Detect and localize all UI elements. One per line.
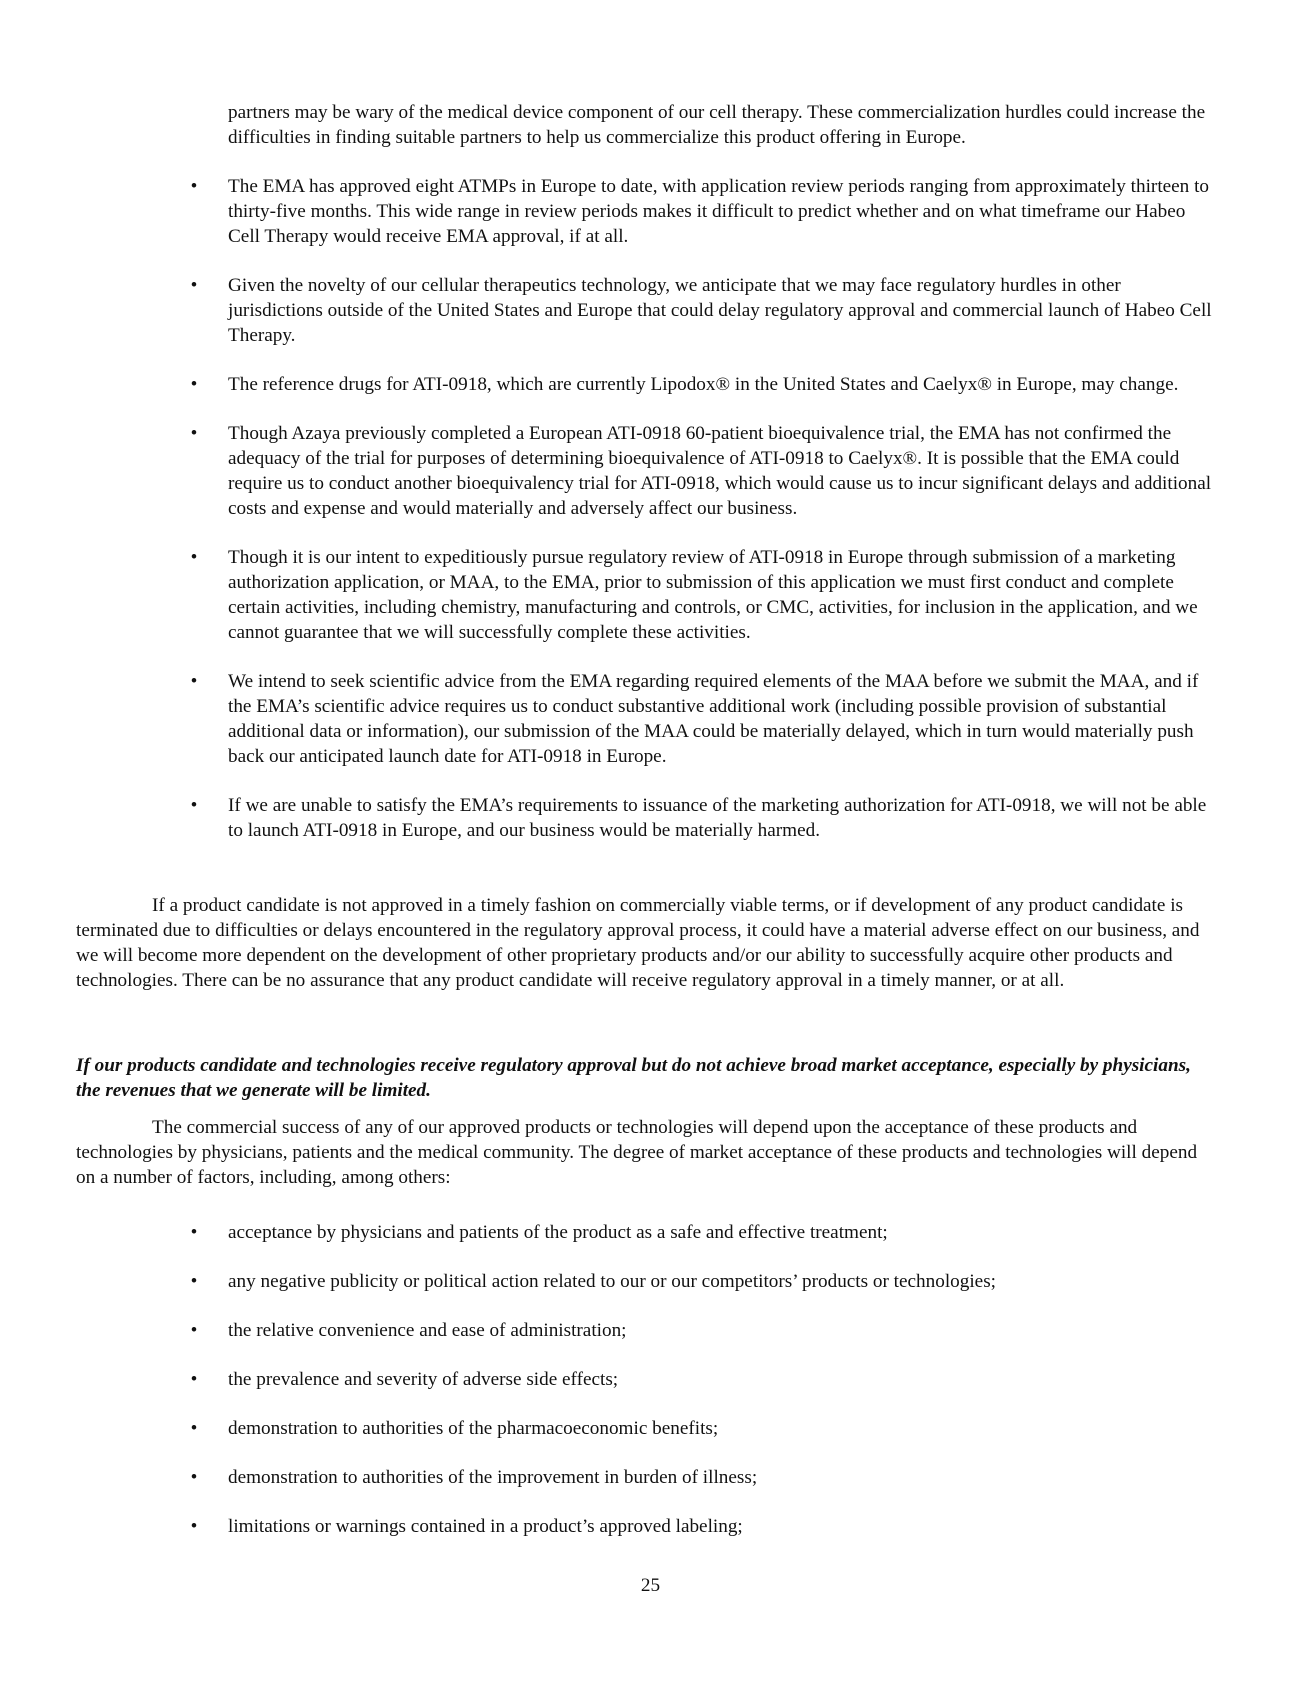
list-item (0, 1416, 1218, 1441)
bullet-icon: • (190, 671, 198, 692)
list-item (0, 1514, 1218, 1539)
list-item-text: We intend to seek scientific advice from the EMA regarding required elements of the MAA before we submit the MAA, and if the EMA’s scientific advice requires us to conduct substantive additional work (including possible provision of substantial additional data or information), our submission of the MAA could be materially delayed, which in turn would materially push back our anticipated launch date for ATI-0918 in Europe. (228, 671, 1199, 767)
continuation-text: partners may be wary of the medical device component of our cell therapy. These commercialization hurdles could increase the difficulties in finding suitable partners to help us commercialize this product offering in Europe. (228, 102, 1206, 148)
list-item-text: If we are unable to satisfy the EMA’s requirements to issuance of the marketing authorization for ATI-0918, we will not be able to launch ATI-0918 in Europe, and our business would be materially harmed. (228, 795, 1207, 841)
bullet-icon: • (190, 795, 198, 816)
list-item (0, 372, 1218, 397)
bullet-icon: • (190, 1271, 198, 1292)
risk-bullet-list (0, 174, 1301, 867)
bullet-icon: • (190, 1418, 198, 1439)
list-item (0, 1465, 1218, 1490)
list-item (0, 1220, 1218, 1245)
list-item-text: any negative publicity or political action related to our or our competitors’ products or technologies; (228, 1271, 996, 1292)
bullet-icon: • (190, 423, 198, 444)
list-item-text: demonstration to authorities of the improvement in burden of illness; (228, 1467, 758, 1488)
list-item-text: Though it is our intent to expeditiously pursue regulatory review of ATI-0918 in Europe through submission of a marketing authorization application, or MAA, to the EMA, prior to submission of this application we must first conduct and complete certain activities, including chemistry, manufacturing and controls, or CMC, activities, for inclusion in the application, and we cannot guarantee that we will successfully complete these activities. (228, 547, 1198, 643)
list-item-text: the relative convenience and ease of administration; (228, 1320, 627, 1341)
body-paragraph: The commercial success of any of our approved products or technologies will depend upon the acceptance of these products and technologies by physicians, patients and the medical community. The degree of market acceptance of these products and technologies will depend on a number of factors, including, among others: (76, 1117, 1198, 1188)
list-item (0, 273, 1218, 348)
list-item (0, 669, 1218, 769)
bullet-icon: • (190, 176, 198, 197)
list-item-text: limitations or warnings contained in a product’s approved labeling; (228, 1516, 743, 1537)
list-item (0, 1269, 1218, 1294)
page-number: 25 (640, 1575, 661, 1596)
bullet-icon: • (190, 1516, 198, 1537)
body-paragraph: If a product candidate is not approved in a timely fashion on commercially viable terms, or if development of any product candidate is terminated due to difficulties or delays encountered in the regulatory approval process, it could have a material adverse effect on our business, and we will become more dependent on the development of other proprietary products and/or our ability to successfully acquire other products and technologies. There can be no assurance that any product candidate will receive regulatory approval in a timely manner, or at all. (76, 895, 1200, 991)
list-item-text: the prevalence and severity of adverse side effects; (228, 1369, 619, 1390)
list-item (0, 545, 1218, 645)
bullet-icon: • (190, 374, 198, 395)
list-item-text: The EMA has approved eight ATMPs in Europe to date, with application review periods ranging from approximately thirteen to thirty-five months. This wide range in review periods makes it difficult to predict whether and on what timeframe our Habeo Cell Therapy would receive EMA approval, if at all. (228, 176, 1209, 247)
bullet-icon: • (190, 1222, 198, 1243)
section-heading: If our products candidate and technologies receive regulatory approval but do not achieve broad market acceptance, especially by physicians, the revenues that we generate will be limited. (76, 1055, 1191, 1101)
list-item (0, 793, 1218, 843)
list-item (0, 1318, 1218, 1343)
list-item (0, 174, 1218, 249)
list-item-text: demonstration to authorities of the pharmacoeconomic benefits; (228, 1418, 719, 1439)
bullet-icon: • (190, 1320, 198, 1341)
bullet-icon: • (190, 547, 198, 568)
factor-bullet-list (0, 1220, 1301, 1563)
list-item (0, 421, 1218, 521)
bullet-icon: • (190, 1369, 198, 1390)
list-item-text: Given the novelty of our cellular therapeutics technology, we anticipate that we may face regulatory hurdles in other jurisdictions outside of the United States and Europe that could delay regulatory approval and commercial launch of Habeo Cell Therapy. (228, 275, 1212, 346)
list-item (0, 1367, 1218, 1392)
bullet-icon: • (190, 275, 198, 296)
list-item-text: The reference drugs for ATI-0918, which are currently Lipodox® in the United States and Caelyx® in Europe, may change. (228, 374, 1179, 395)
list-item-text: acceptance by physicians and patients of the product as a safe and effective treatment; (228, 1222, 888, 1243)
bullet-icon: • (190, 1467, 198, 1488)
list-item-text: Though Azaya previously completed a European ATI-0918 60-patient bioequivalence trial, the EMA has not confirmed the adequacy of the trial for purposes of determining bioequivalence of ATI-0918 to Caelyx®. It is possible that the EMA could require us to conduct another bioequivalency trial for ATI-0918, which would cause us to incur significant delays and additional costs and expense and would materially and adversely affect our business. (228, 423, 1212, 519)
